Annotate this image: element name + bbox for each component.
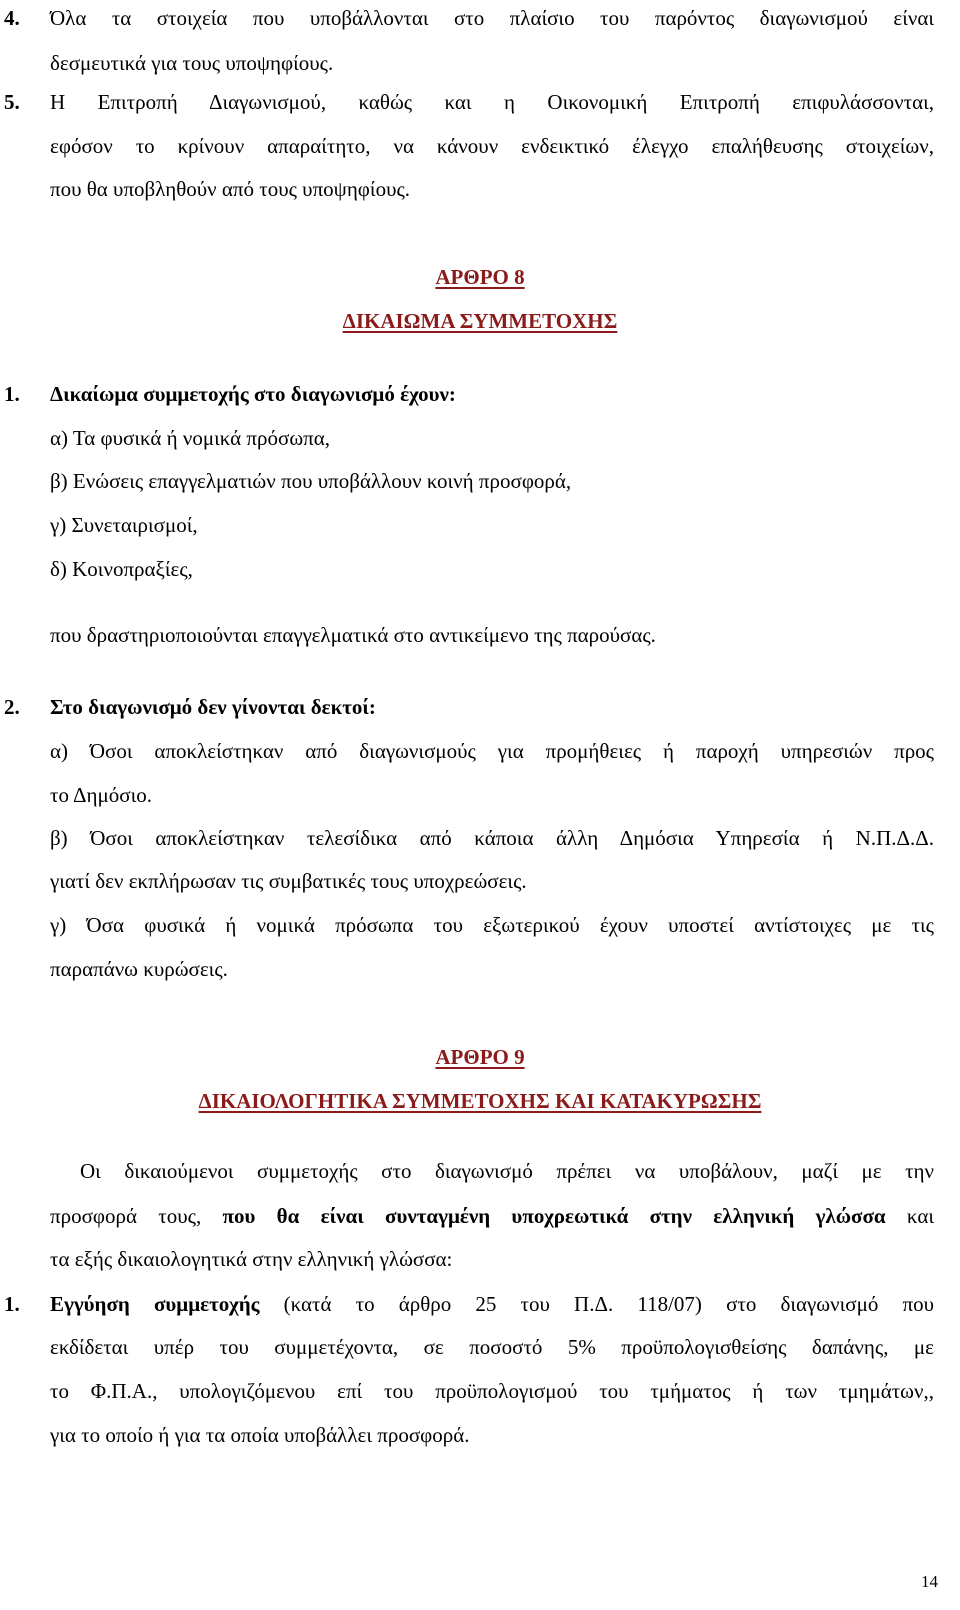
paragraph-line: εφόσον το κρίνουν απαραίτητο, να κάνουν ενδεικτικό έλεγχο επαλήθευσης στοιχείων, xyxy=(50,134,934,158)
list-item: α) Τα φυσικά ή νομικά πρόσωπα, xyxy=(50,426,331,450)
paragraph-line: τα εξής δικαιολογητικά στην ελληνική γλώσσα: xyxy=(50,1247,453,1271)
paragraph-line: προσφορά τους, που θα είναι συνταγμένη υποχρεωτικά στην ελληνική γλώσσα και xyxy=(50,1204,934,1228)
list-item: γ) Συνεταιρισμοί, xyxy=(50,513,198,537)
paragraph-line: που θα υποβληθούν από τους υποψηφίους. xyxy=(50,177,411,201)
point-number: 2. xyxy=(4,695,20,719)
paragraph-line: Εγγύηση συμμετοχής (κατά το άρθρο 25 του Π.Δ. 118/07) στο διαγωνισμό που xyxy=(50,1292,935,1316)
list-item-continuation: γιατί δεν εκπλήρωσαν τις συμβατικές τους υποχρεώσεις. xyxy=(50,869,527,893)
list-item-continuation: παραπάνω κυρώσεις. xyxy=(50,957,228,981)
article-subtitle: ΔΙΚΑΙΟΛΟΓΗΤΙΚΑ ΣΥΜΜΕΤΟΧΗΣ ΚΑΙ ΚΑΤΑΚΥΡΩΣΗΣ xyxy=(198,1089,762,1113)
list-item: α) Όσοι αποκλείστηκαν από διαγωνισμούς για προμήθειες ή παροχή υπηρεσιών προς xyxy=(50,739,934,763)
paragraph-line: Όλα τα στοιχεία που υποβάλλονται στο πλαίσιο του παρόντος διαγωνισμού είναι xyxy=(50,6,934,30)
item-number: 4. xyxy=(4,6,20,30)
paragraph-line: δεσμευτικά για τους υποψηφίους. xyxy=(50,51,334,75)
paragraph-line: που δραστηριοποιούνται επαγγελματικά στο αντικείμενο της παρούσας. xyxy=(50,623,656,647)
paragraph-line: για το οποίο ή για τα οποία υποβάλλει προσφορά. xyxy=(50,1423,470,1447)
paragraph-line: το Φ.Π.Α., υπολογιζόμενου επί του προϋπολογισμού του τμήματος ή των τμημάτων,, xyxy=(50,1379,934,1403)
article-title: ΑΡΘΡΟ 9 xyxy=(435,1045,525,1069)
point-number: 1. xyxy=(4,382,20,406)
paragraph-line: Η Επιτροπή Διαγωνισμού, καθώς και η Οικονομική Επιτροπή επιφυλάσσονται, xyxy=(50,90,934,114)
page-number: 14 xyxy=(921,1572,938,1591)
item-number: 5. xyxy=(4,90,20,114)
point-heading: Δικαίωμα συμμετοχής στο διαγωνισμό έχουν: xyxy=(50,382,456,406)
emphasis-text: Εγγύηση συμμετοχής xyxy=(50,1292,260,1316)
point-heading: Στο διαγωνισμό δεν γίνονται δεκτοί: xyxy=(50,695,376,719)
paragraph-line: Οι δικαιούμενοι συμμετοχής στο διαγωνισμό πρέπει να υποβάλουν, μαζί με την xyxy=(80,1159,934,1183)
article-title: ΑΡΘΡΟ 8 xyxy=(435,265,525,289)
list-item: δ) Κοινοπραξίες, xyxy=(50,557,193,581)
list-item-continuation: το Δημόσιο. xyxy=(50,783,152,807)
list-item: β) Ενώσεις επαγγελματιών που υποβάλλουν κοινή προσφορά, xyxy=(50,469,572,493)
emphasis-text: που θα είναι συνταγμένη υποχρεωτικά στην ελληνική γλώσσα xyxy=(222,1204,886,1228)
list-item: β) Όσοι αποκλείστηκαν τελεσίδικα από κάποια άλλη Δημόσια Υπηρεσία ή Ν.Π.Δ.Δ. xyxy=(50,826,934,850)
paragraph-line: εκδίδεται υπέρ του συμμετέχοντα, σε ποσοστό 5% προϋπολογισθείσης δαπάνης, με xyxy=(50,1335,934,1359)
point-number: 1. xyxy=(4,1292,20,1316)
article-subtitle: ΔΙΚΑΙΩΜΑ ΣΥΜΜΕΤΟΧΗΣ xyxy=(342,309,618,333)
list-item: γ) Όσα φυσικά ή νομικά πρόσωπα του εξωτερικού έχουν υποστεί αντίστοιχες με τις xyxy=(50,913,934,937)
